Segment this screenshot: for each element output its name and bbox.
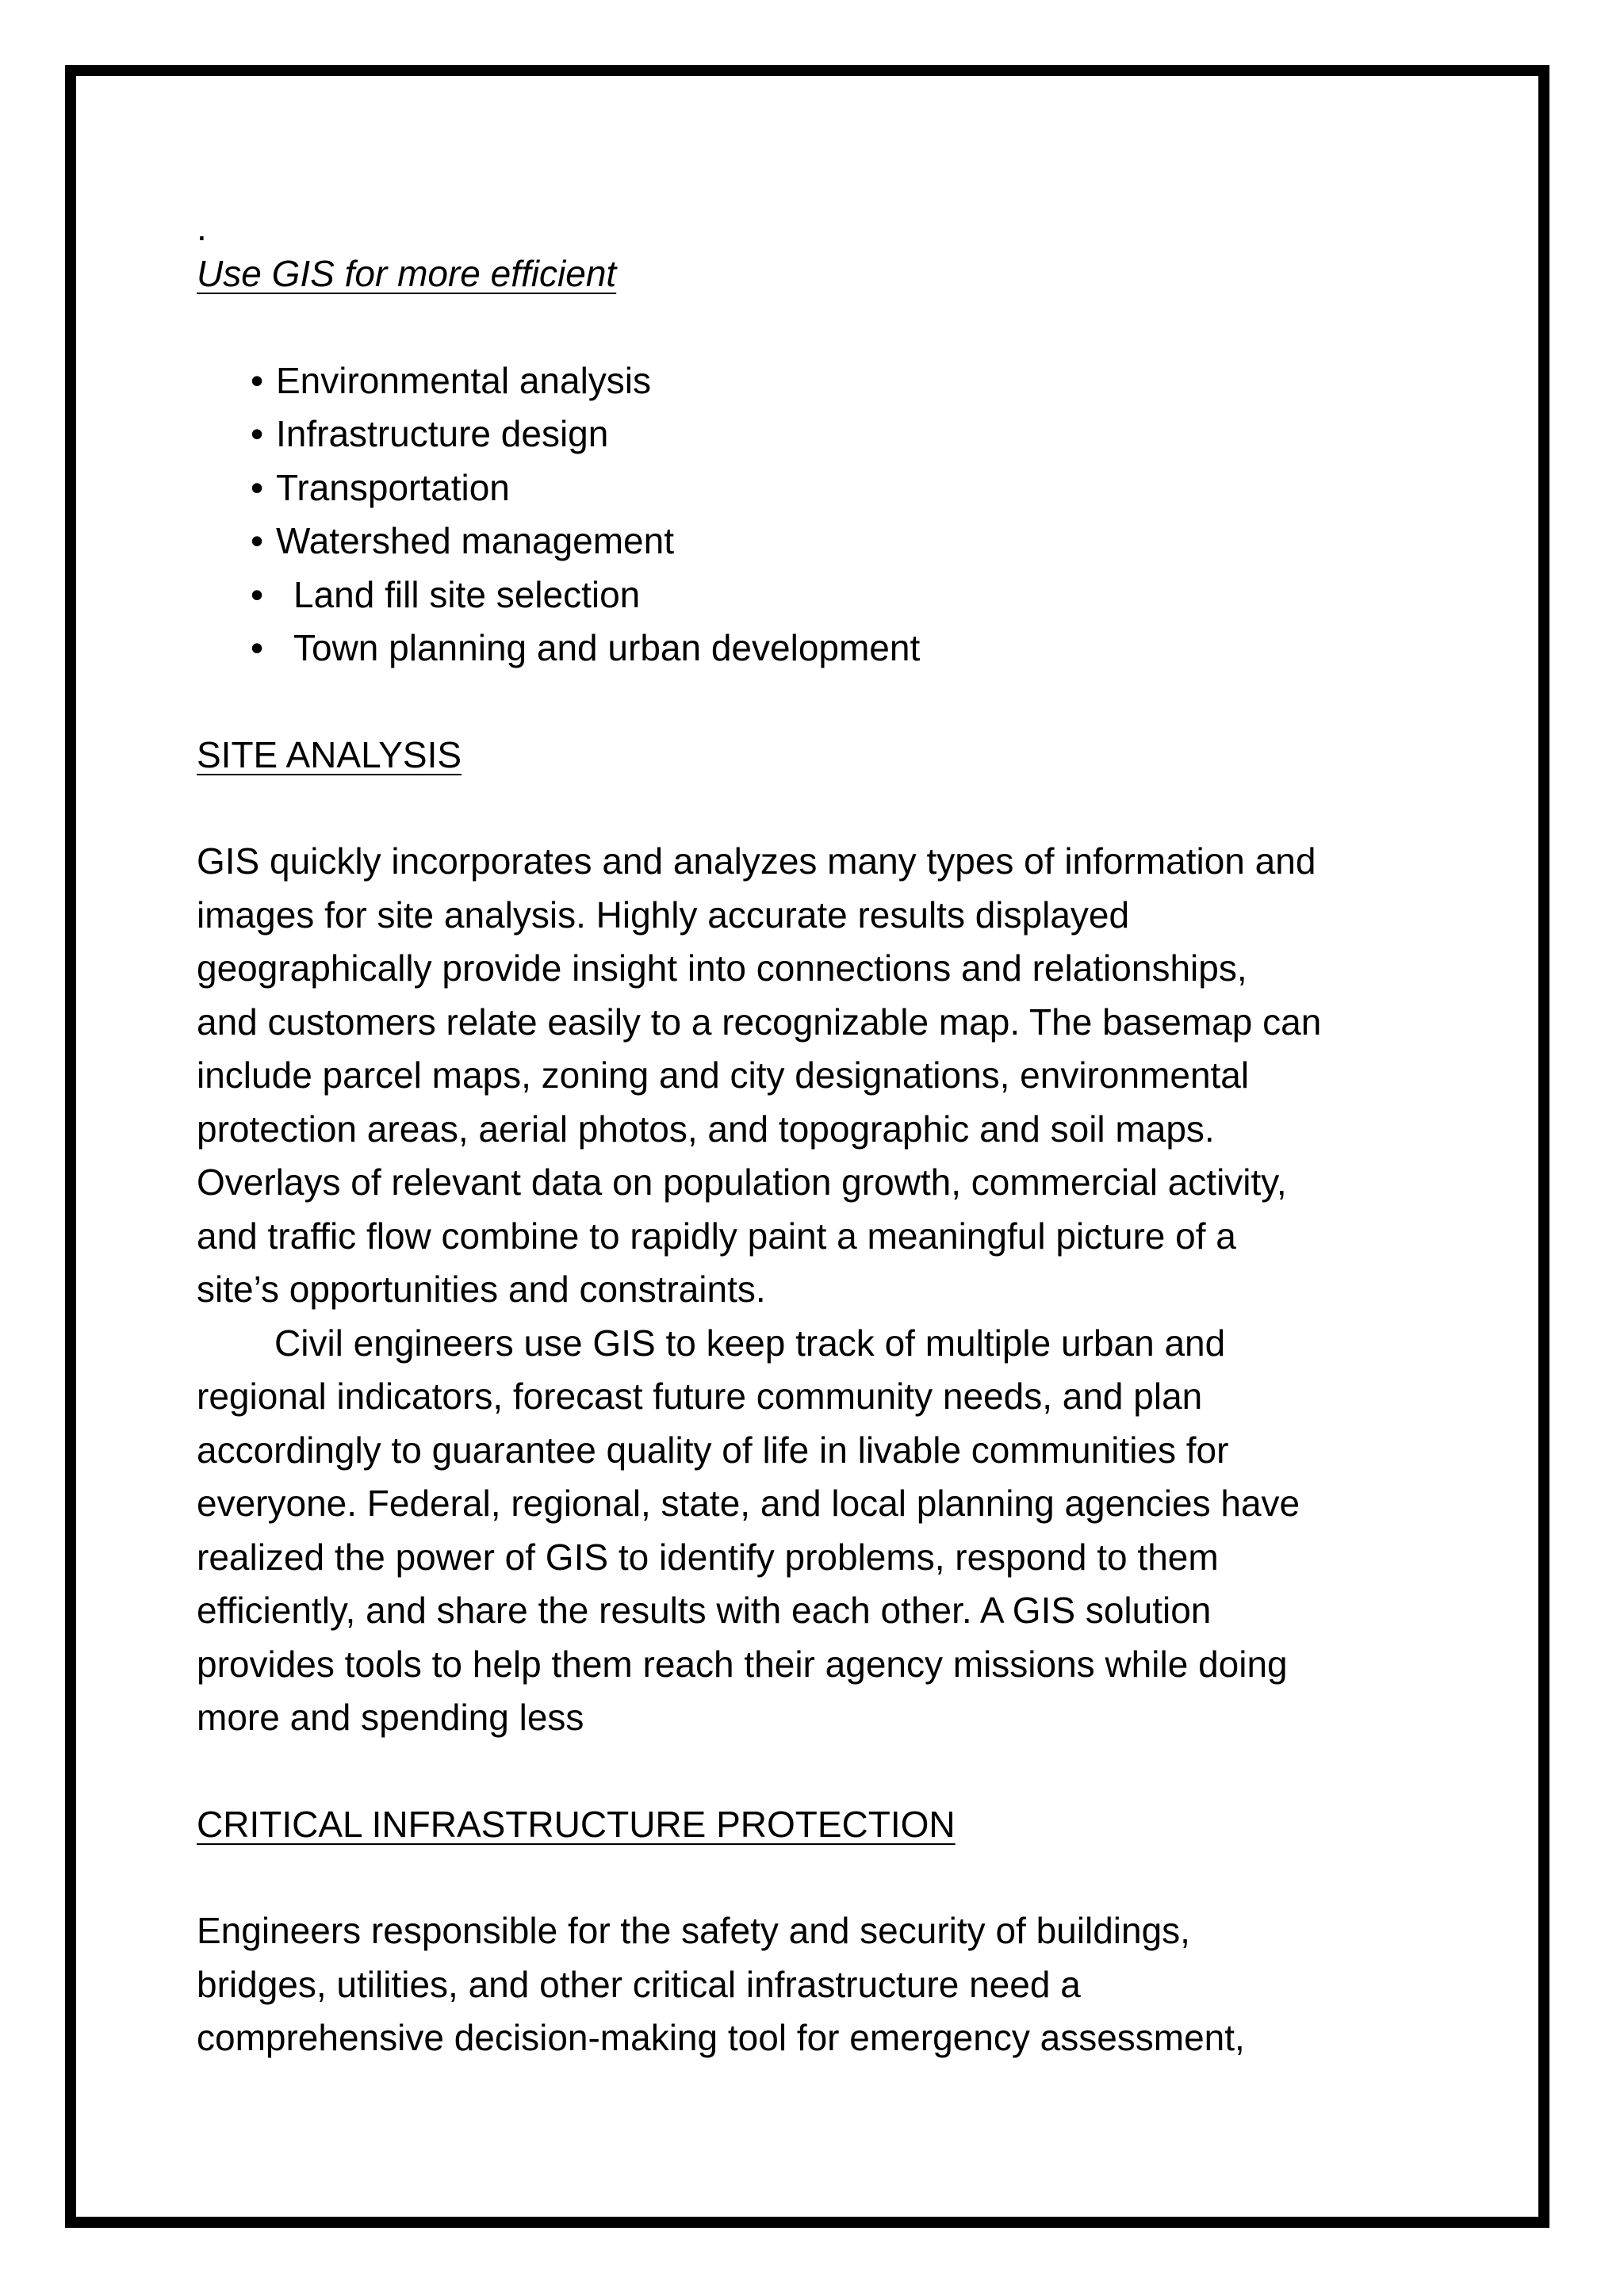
intro-heading [197,247,1434,301]
list-item [197,354,1434,408]
text-line: provides tools to help them reach their agency missions while doing [197,1643,1288,1685]
text-line: Civil engineers use GIS to keep track of multiple urban and [274,1322,1226,1364]
text-line: and traffic flow combine to rapidly paint a meaningful picture of a [197,1215,1236,1257]
bullet-icon: • [251,413,264,454]
text-line: more and spending less [197,1697,584,1738]
text-line: bridges, utilities, and other critical infrastructure need a [197,1963,1081,2005]
list-item [197,461,1434,515]
bullet-icon: • [251,573,264,615]
text-line: Overlays of relevant data on population growth, commercial activity, [197,1161,1287,1203]
text-line: and customers relate easily to a recognizable map. The basemap can [197,1001,1322,1043]
site-analysis-heading-text: SITE ANALYSIS [197,733,462,775]
bullet-icon: • [251,466,264,508]
text-line: realized the power of GIS to identify problems, respond to them [197,1536,1219,1578]
list-item-label: Environmental analysis [276,359,652,401]
bullet-icon: • [251,359,264,401]
list-item-label: Town planning and urban development [293,627,921,668]
critical-infrastructure-heading-text: CRITICAL INFRASTRUCTURE PROTECTION [197,1803,956,1845]
list-item-label: Watershed management [276,520,675,561]
list-item [197,622,1434,675]
list-item-label: Land fill site selection [293,573,641,615]
text-line: site’s opportunities and constraints. [197,1269,766,1310]
text-line: efficiently, and share the results with each other. A GIS solution [197,1590,1212,1631]
text-line: accordingly to guarantee quality of life in livable communities for [197,1429,1229,1471]
text-line: regional indicators, forecast future community needs, and plan [197,1376,1203,1417]
document-body [197,208,1434,2065]
critical-infrastructure-paragraph [197,1904,1434,2065]
bullet-icon: • [251,627,264,668]
text-line: protection areas, aerial photos, and topographic and soil maps. [197,1108,1215,1150]
list-item [197,568,1434,622]
text-line: everyone. Federal, regional, state, and local planning agencies have [197,1483,1300,1524]
list-item-label: Transportation [276,466,510,508]
site-analysis-heading [197,729,1434,783]
list-item [197,515,1434,568]
site-analysis-paragraph-2 [197,1317,1434,1745]
bullet-icon: • [251,520,264,561]
text-line: images for site analysis. Highly accurate results displayed [197,894,1130,936]
text-line: geographically provide insight into connections and relationships, [197,947,1247,989]
critical-infrastructure-heading [197,1798,1434,1852]
site-analysis-paragraph-1 [197,835,1434,1317]
bullet-list [197,354,1434,675]
text-line: comprehensive decision-making tool for emergency assessment, [197,2017,1245,2058]
text-line: Engineers responsible for the safety and security of buildings, [197,1910,1190,1951]
text-line: GIS quickly incorporates and analyzes many types of information and [197,840,1316,882]
top-mark: . [197,207,207,248]
list-item-label: Infrastructure design [276,413,609,454]
text-line: include parcel maps, zoning and city designations, environmental [197,1054,1250,1096]
list-item [197,408,1434,461]
intro-heading-text: Use GIS for more efficient [197,253,617,294]
